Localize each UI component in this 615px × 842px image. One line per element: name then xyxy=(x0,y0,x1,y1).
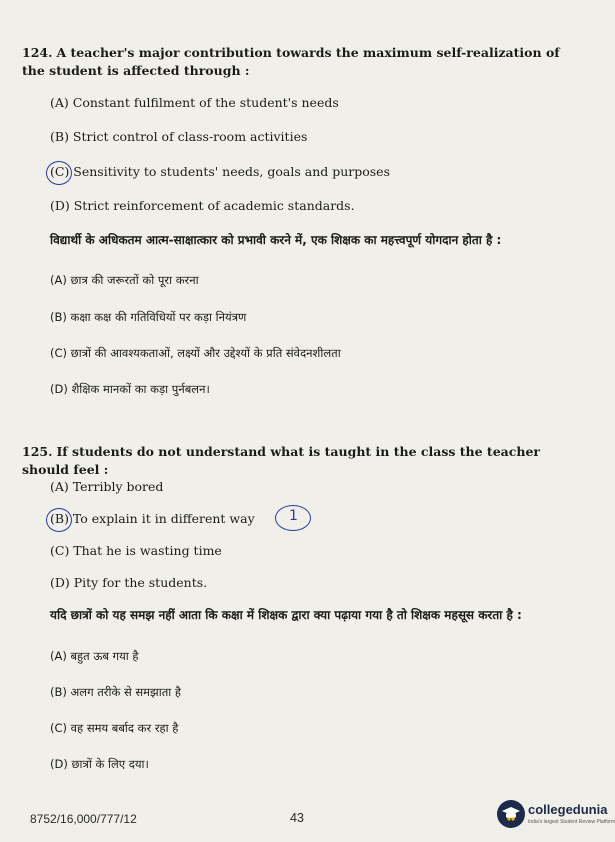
booklet-code: 8752/16,000/777/12 xyxy=(30,812,137,826)
option-b: (B) Strict control of class-room activities xyxy=(50,129,308,144)
logo-tagline: India's largest Student Review Platform xyxy=(528,819,615,825)
option-d: (D) Strict reinforcement of academic standards. xyxy=(50,198,355,213)
question-text: If students do not understand what is taught in the class the teacher should feel : xyxy=(22,444,540,477)
graduate-icon xyxy=(497,800,525,828)
hindi-option-d: (D) शैक्षिक मानकों का कड़ा पुर्नबलन। xyxy=(50,382,210,396)
hindi-option-c: (C) वह समय बर्बाद कर रहा है xyxy=(50,721,179,735)
logo-name: collegedunia xyxy=(528,802,608,817)
hindi-option-d: (D) छात्रों के लिए दया। xyxy=(50,757,149,771)
collegedunia-logo xyxy=(497,798,615,832)
handwritten-mark-text: 1 xyxy=(289,508,298,524)
hindi-option-b: (B) कक्षा कक्ष की गतिविधियों पर कड़ा नियंत्रण xyxy=(50,310,247,324)
hindi-option-a: (A) छात्र की जरूरतों को पूरा करना xyxy=(50,273,199,287)
hindi-option-b: (B) अलग तरीके से समझाता है xyxy=(50,685,182,699)
question-number: 124. xyxy=(22,45,53,60)
question-number: 125. xyxy=(22,444,53,459)
hindi-option-c: (C) छात्रों की आवश्यकताओं, लक्ष्यों और उद्देश्यों के प्रति संवेदनशीलता xyxy=(50,346,341,360)
question-hindi: यदि छात्रों को यह समझ नहीं आता कि कक्षा में शिक्षक द्वारा क्या पढ़ाया गया है तो शिक्षक महसूस करता है : xyxy=(50,608,522,622)
option-b: (B) To explain it in different way xyxy=(50,511,255,526)
hindi-option-a: (A) बहुत ऊब गया है xyxy=(50,649,139,663)
handwritten-mark xyxy=(275,505,311,531)
option-c: (C) That he is wasting time xyxy=(50,543,222,558)
question-124 xyxy=(22,44,574,80)
option-a: (A) Terribly bored xyxy=(50,479,164,494)
option-d: (D) Pity for the students. xyxy=(50,575,208,590)
option-a: (A) Constant fulfilment of the student's needs xyxy=(50,95,339,110)
question-hindi: विद्यार्थी के अधिकतम आत्म-साक्षात्कार को प्रभावी करने में, एक शिक्षक का महत्त्वपूर्ण योगदान होता है : xyxy=(50,233,502,247)
option-c: (C) Sensitivity to students' needs, goals and purposes xyxy=(50,164,390,179)
page-number: 43 xyxy=(290,811,304,825)
question-text: A teacher's major contribution towards the maximum self-realization of the student is affected through : xyxy=(22,45,560,78)
question-125 xyxy=(22,443,574,479)
